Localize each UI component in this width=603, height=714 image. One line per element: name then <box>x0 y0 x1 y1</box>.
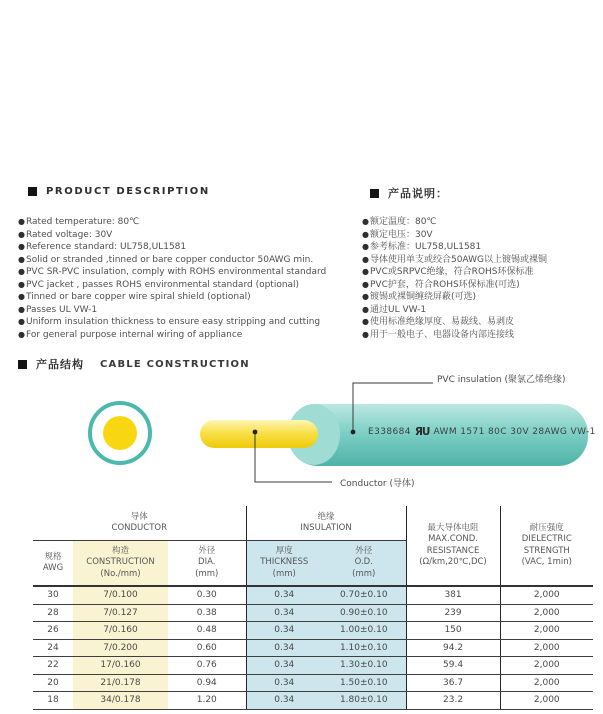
product-description-title-cn <box>370 185 448 201</box>
table-cell: 0.94 <box>168 674 246 692</box>
description-item-cn <box>362 266 547 279</box>
bullet-icon: ● <box>362 317 369 326</box>
description-item-cn-text: 额定温度：80℃ <box>369 217 437 227</box>
table-cell: 1.20 <box>168 692 246 710</box>
description-item-en <box>18 216 326 229</box>
column-header-line: 厚度 <box>275 546 293 557</box>
bullet-icon: ● <box>362 217 369 226</box>
description-item-en <box>18 316 326 329</box>
description-item-cn-text: PVC护套，符合ROHS环保标准(可选) <box>369 279 520 290</box>
description-item-cn <box>362 316 547 329</box>
table-row <box>33 674 593 692</box>
description-item-cn <box>362 329 547 342</box>
table-cell: 2,000 <box>500 674 593 692</box>
column-header-line: (mm) <box>352 568 376 579</box>
column-header-line: RESISTANCE <box>426 545 480 556</box>
column-header-line: O.D. <box>354 557 373 568</box>
table-group-header-row <box>33 506 593 541</box>
column-header-line: (mm) <box>195 568 219 579</box>
column-header-max-resistance <box>406 506 500 586</box>
table-cell: 2,000 <box>500 604 593 622</box>
table-cell: 381 <box>406 586 500 604</box>
column-header-line: AWG <box>42 563 64 573</box>
bullet-icon: ● <box>362 304 369 314</box>
column-header-line: DIELECTRIC <box>521 534 572 545</box>
description-item-cn-text: 通过UL VW-1 <box>369 304 427 315</box>
bullet-icon: ● <box>18 254 25 264</box>
bullet-icon: ● <box>18 242 25 251</box>
spec-table <box>33 506 593 710</box>
bullet-icon: ● <box>18 329 25 339</box>
description-item-en <box>18 241 326 254</box>
table-cell: 0.38 <box>168 604 246 622</box>
column-header-line: 外径 <box>198 546 216 557</box>
description-item-en <box>18 304 326 317</box>
table-cell: 7/0.127 <box>73 604 168 622</box>
description-item-en-text: Solid or stranded ,tinned or bare copper conductor 50AWG min. <box>25 254 314 265</box>
spec-table-body <box>33 586 593 709</box>
table-cell: 239 <box>406 604 500 622</box>
table-cell: 1.10±0.10 <box>322 639 406 657</box>
table-cell: 59.4 <box>406 657 500 675</box>
column-header-awg <box>33 541 73 587</box>
column-header-line: CONSTRUCTION <box>86 557 155 568</box>
table-cell: 28 <box>33 604 73 622</box>
cable-conductor-shape <box>200 420 318 448</box>
bullet-icon: ● <box>18 229 25 239</box>
table-cell: 30 <box>33 586 73 604</box>
table-row <box>33 692 593 710</box>
column-header-line: DIA. <box>198 557 216 568</box>
description-item-cn <box>362 241 547 254</box>
insulation-label: PVC insulation (聚氯乙烯绝缘) <box>437 375 566 385</box>
column-header-dia <box>168 541 246 587</box>
bullet-icon: ● <box>362 242 369 251</box>
group-label-en: CONDUCTOR <box>111 523 167 533</box>
group-label-cn: 绝缘 <box>317 511 335 522</box>
description-item-cn-text: 参考标准：UL758,UL1581 <box>369 242 482 252</box>
table-cell: 94.2 <box>406 639 500 657</box>
description-item-cn <box>362 216 547 229</box>
group-label-en: INSULATION <box>300 523 352 533</box>
table-cell: 0.70±0.10 <box>322 586 406 604</box>
column-header-line: 构造 <box>111 546 129 557</box>
description-item-en-text: Passes UL VW-1 <box>25 304 98 315</box>
column-header-line: 最大导体电阻 <box>427 523 479 534</box>
table-cell: 0.34 <box>246 657 322 675</box>
table-cell: 0.34 <box>246 639 322 657</box>
description-item-cn <box>362 229 547 242</box>
ul-recognized-icon: ЯU <box>414 426 430 438</box>
table-cell: 20 <box>33 674 73 692</box>
group-label-cn: 导体 <box>130 511 148 522</box>
description-item-cn <box>362 254 547 267</box>
table-cell: 0.34 <box>246 674 322 692</box>
column-header-construction <box>73 541 168 587</box>
table-cell: 26 <box>33 622 73 640</box>
table-row <box>33 586 593 604</box>
column-header-dielectric-strength <box>500 506 593 586</box>
table-cell: 2,000 <box>500 692 593 710</box>
product-description-list-en <box>18 216 326 341</box>
description-item-en <box>18 279 326 292</box>
column-header-line: THICKNESS <box>260 557 309 568</box>
table-row <box>33 622 593 640</box>
table-group-conductor <box>33 506 246 541</box>
cable-print-rating: AWM 1571 80C 30V 28AWG VW-1 <box>433 427 596 437</box>
table-cell: 1.80±0.10 <box>322 692 406 710</box>
table-cell: 150 <box>406 622 500 640</box>
bullet-icon: ● <box>362 254 369 264</box>
table-cell: 0.90±0.10 <box>322 604 406 622</box>
description-item-en-text: PVC jacket , passes ROHS environmental standard (optional) <box>25 279 300 290</box>
conductor-label: Conductor (导体) <box>340 479 415 489</box>
description-item-en-text: Reference standard: UL758,UL1581 <box>25 242 187 252</box>
description-item-cn <box>362 291 547 304</box>
cable-construction-title-en: CABLE CONSTRUCTION <box>100 358 250 370</box>
table-cell: 18 <box>33 692 73 710</box>
bullet-icon: ● <box>362 267 369 276</box>
description-item-en <box>18 329 326 342</box>
table-cell: 22 <box>33 657 73 675</box>
description-item-cn <box>362 304 547 317</box>
product-description-title-text: PRODUCT DESCRIPTION <box>46 186 210 197</box>
description-item-cn <box>362 279 547 292</box>
table-cell: 7/0.160 <box>73 622 168 640</box>
table-cell: 0.34 <box>246 622 322 640</box>
table-cell: 21/0.178 <box>73 674 168 692</box>
description-item-cn-text: 镀锡或裸铜缠绕屏蔽(可选) <box>369 292 477 302</box>
product-description-title-cn-text: 产品说明： <box>388 187 448 200</box>
bullet-icon: ● <box>18 279 25 289</box>
description-item-cn-text: 额定电压：30V <box>369 229 433 240</box>
table-cell: 36.7 <box>406 674 500 692</box>
description-item-en-text: Uniform insulation thickness to ensure easy stripping and cutting <box>25 317 321 327</box>
column-header-line: 外径 <box>355 546 373 557</box>
description-item-en-text: Rated temperature: 80℃ <box>25 217 140 227</box>
table-cell: 24 <box>33 639 73 657</box>
column-header-line: (Ω/km,20℃,DC) <box>419 556 487 567</box>
table-cell: 34/0.178 <box>73 692 168 710</box>
table-cell: 0.60 <box>168 639 246 657</box>
product-description-title <box>28 186 210 197</box>
column-header-thickness <box>246 541 322 587</box>
table-cell: 0.30 <box>168 586 246 604</box>
bullet-icon: ● <box>18 217 25 226</box>
cable-construction-title-cn: 产品结构 <box>36 358 84 371</box>
table-cell: 17/0.160 <box>73 657 168 675</box>
column-header-line: STRENGTH <box>523 545 570 556</box>
table-cell: 0.48 <box>168 622 246 640</box>
table-cell: 7/0.100 <box>73 586 168 604</box>
table-cell: 2,000 <box>500 622 593 640</box>
description-item-en-text: PVC SR-PVC insulation, comply with ROHS environmental standard <box>25 267 327 277</box>
column-header-line: 规格 <box>44 551 62 562</box>
table-cell: 0.34 <box>246 604 322 622</box>
description-item-cn-text: 用于一般电子、电器设备内部连接线 <box>369 329 514 340</box>
table-cell: 1.30±0.10 <box>322 657 406 675</box>
table-row <box>33 604 593 622</box>
table-cell: 1.00±0.10 <box>322 622 406 640</box>
bullet-icon: ● <box>362 229 369 239</box>
table-cell: 0.34 <box>246 586 322 604</box>
bullet-icon: ● <box>18 317 25 326</box>
insulation-leader-dot <box>351 430 356 435</box>
bullet-icon: ● <box>18 267 25 276</box>
description-item-cn-text: 导体使用单支或绞合50AWG以上镀锡或裸铜 <box>369 254 547 265</box>
product-description-list-cn <box>362 216 547 341</box>
column-header-line: (VAC, 1min) <box>521 556 572 567</box>
column-header-od <box>322 541 406 587</box>
bullet-icon: ● <box>362 329 369 339</box>
table-cell: 0.34 <box>246 692 322 710</box>
column-header-line: (No./mm) <box>100 568 141 579</box>
table-row <box>33 639 593 657</box>
table-row <box>33 657 593 675</box>
bullet-icon: ● <box>18 292 25 301</box>
bullet-icon: ● <box>362 279 369 289</box>
table-cell: 2,000 <box>500 657 593 675</box>
cable-print-file-number: E338684 <box>368 427 411 437</box>
cable-print-text <box>368 426 596 438</box>
description-item-cn-text: 使用标准绝缘厚度、易裁线、易剥皮 <box>369 317 514 327</box>
table-cell: 0.76 <box>168 657 246 675</box>
description-item-en <box>18 229 326 242</box>
description-item-cn-text: PVC或SRPVC绝缘，符合ROHS环保标准 <box>369 267 534 277</box>
table-cell: 23.2 <box>406 692 500 710</box>
bullet-icon: ● <box>362 292 369 301</box>
bullet-icon: ● <box>18 304 25 314</box>
table-cell: 2,000 <box>500 586 593 604</box>
conductor-leader-dot <box>253 430 258 435</box>
description-item-en <box>18 266 326 279</box>
description-item-en-text: For general purpose internal wiring of appliance <box>25 329 243 340</box>
description-item-en <box>18 254 326 267</box>
table-cell: 2,000 <box>500 639 593 657</box>
description-item-en-text: Rated voltage: 30V <box>25 229 113 240</box>
description-item-en <box>18 291 326 304</box>
column-header-line: (mm) <box>272 568 296 579</box>
table-group-insulation <box>246 506 406 541</box>
column-header-line: 耐压强度 <box>529 523 564 534</box>
section-square-icon <box>370 189 379 198</box>
table-cell: 1.50±0.10 <box>322 674 406 692</box>
table-cell: 7/0.200 <box>73 639 168 657</box>
section-square-icon <box>28 187 37 196</box>
column-header-line: MAX.COND. <box>428 534 478 545</box>
description-item-en-text: Tinned or bare copper wire spiral shield (optional) <box>25 292 251 302</box>
